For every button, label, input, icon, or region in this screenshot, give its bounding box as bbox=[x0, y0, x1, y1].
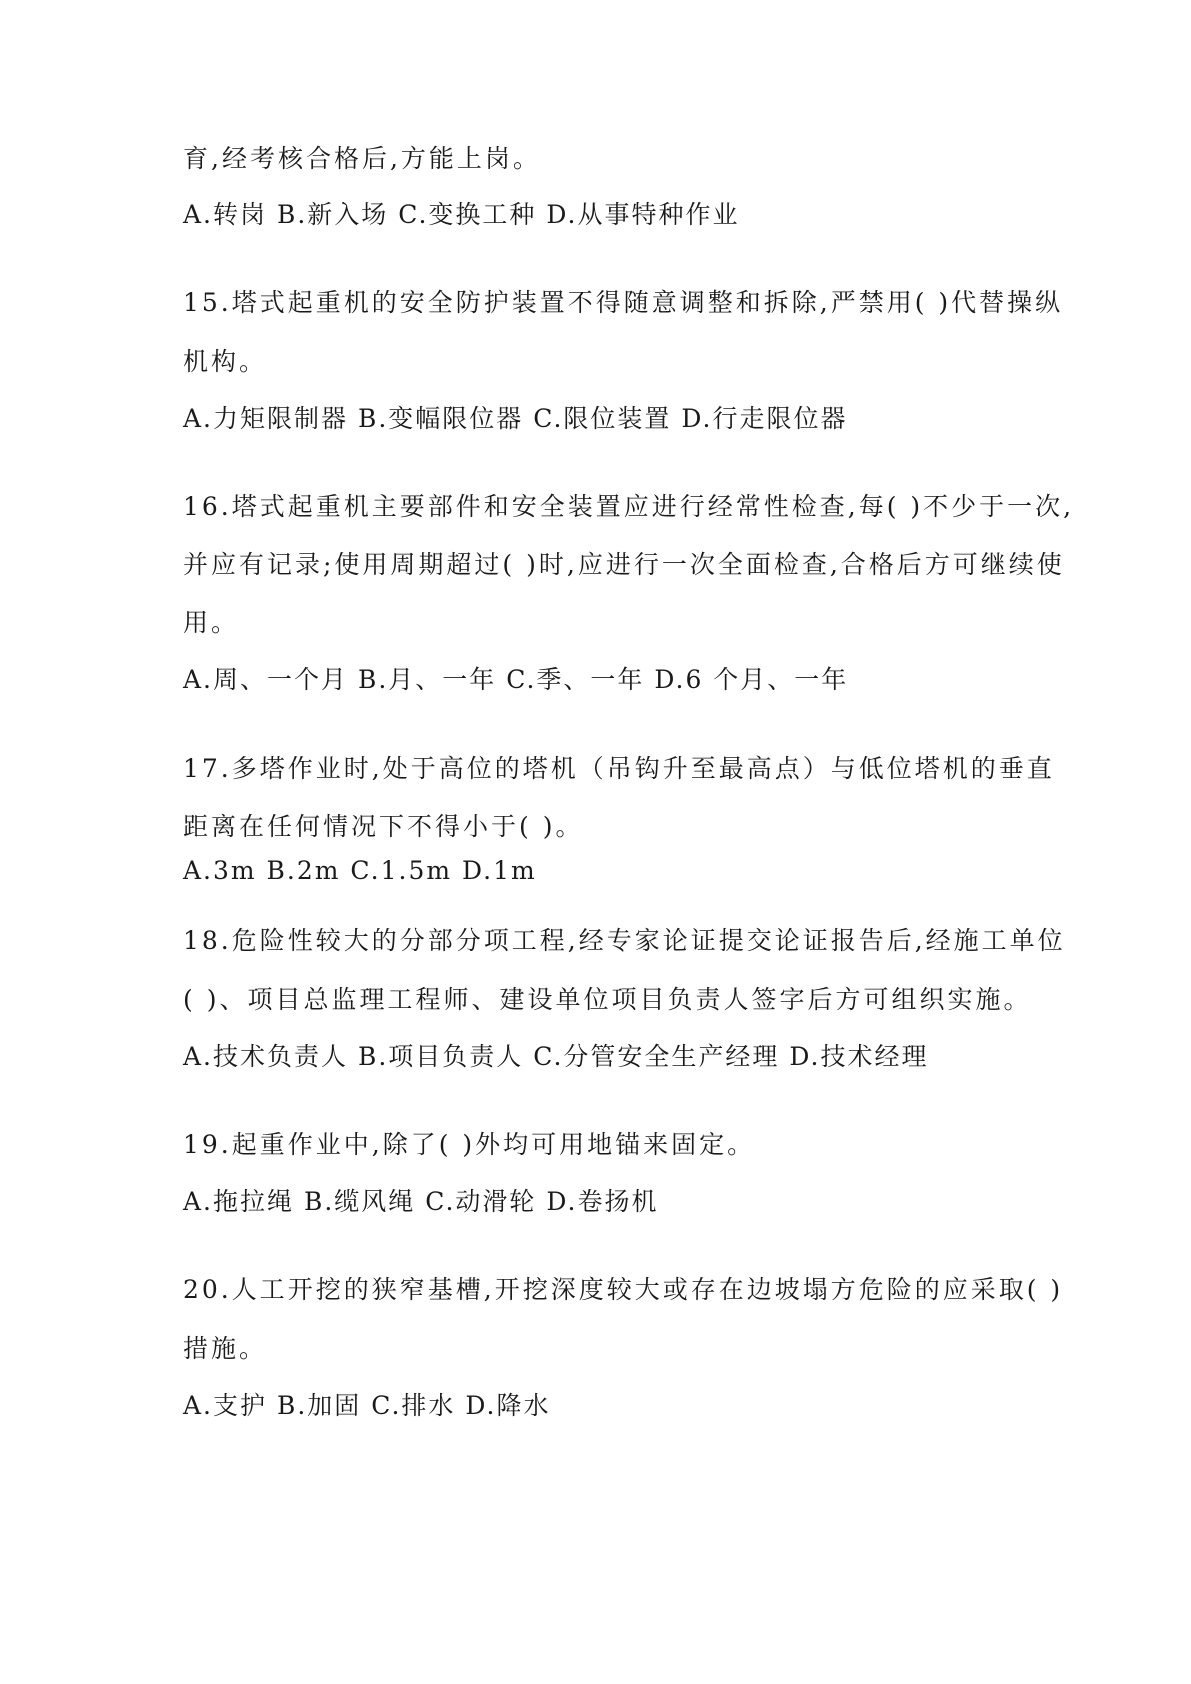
question-17-text-line-2: 距离在任何情况下不得小于( )。 bbox=[183, 812, 584, 841]
question-17-options: A.3m B.2m C.1.5m D.1m bbox=[183, 856, 537, 885]
question-15-options: A.力矩限制器 B.变幅限位器 C.限位装置 D.行走限位器 bbox=[183, 404, 848, 433]
question-16-text-line-2: 并应有记录;使用周期超过( )时,应进行一次全面检查,合格后方可继续使 bbox=[183, 550, 1065, 579]
question-20-options: A.支护 B.加固 C.排水 D.降水 bbox=[183, 1391, 551, 1420]
question-18-options: A.技术负责人 B.项目负责人 C.分管安全生产经理 D.技术经理 bbox=[183, 1042, 929, 1071]
question-16-options: A.周、一个月 B.月、一年 C.季、一年 D.6 个月、一年 bbox=[183, 665, 849, 694]
question-14-options: A.转岗 B.新入场 C.变换工种 D.从事特种作业 bbox=[183, 200, 740, 229]
question-16-text-line-3: 用。 bbox=[183, 608, 240, 637]
question-19-text: 19.起重作业中,除了( )外均可用地锚来固定。 bbox=[183, 1130, 756, 1159]
question-20-text-line-2: 措施。 bbox=[183, 1334, 268, 1363]
question-16-text-line-1: 16.塔式起重机主要部件和安全装置应进行经常性检查,每( )不少于一次, bbox=[183, 492, 1075, 521]
question-15-text-line-1: 15.塔式起重机的安全防护装置不得随意调整和拆除,严禁用( )代替操纵 bbox=[183, 288, 1064, 317]
question-15-text-line-2: 机构。 bbox=[183, 347, 268, 376]
question-18-text-line-2: ( )、项目总监理工程师、建设单位项目负责人签字后方可组织实施。 bbox=[183, 985, 1032, 1014]
question-18-text-line-1: 18.危险性较大的分部分项工程,经专家论证提交论证报告后,经施工单位 bbox=[183, 926, 1066, 955]
question-17-text-line-1: 17.多塔作业时,处于高位的塔机（吊钩升至最高点）与低位塔机的垂直 bbox=[183, 754, 1055, 783]
question-19-options: A.拖拉绳 B.缆风绳 C.动滑轮 D.卷扬机 bbox=[183, 1187, 659, 1216]
question-20-text-line-1: 20.人工开挖的狭窄基槽,开挖深度较大或存在边坡塌方危险的应采取( ) bbox=[183, 1275, 1064, 1304]
question-14-text-end: 育,经考核合格后,方能上岗。 bbox=[183, 144, 541, 173]
